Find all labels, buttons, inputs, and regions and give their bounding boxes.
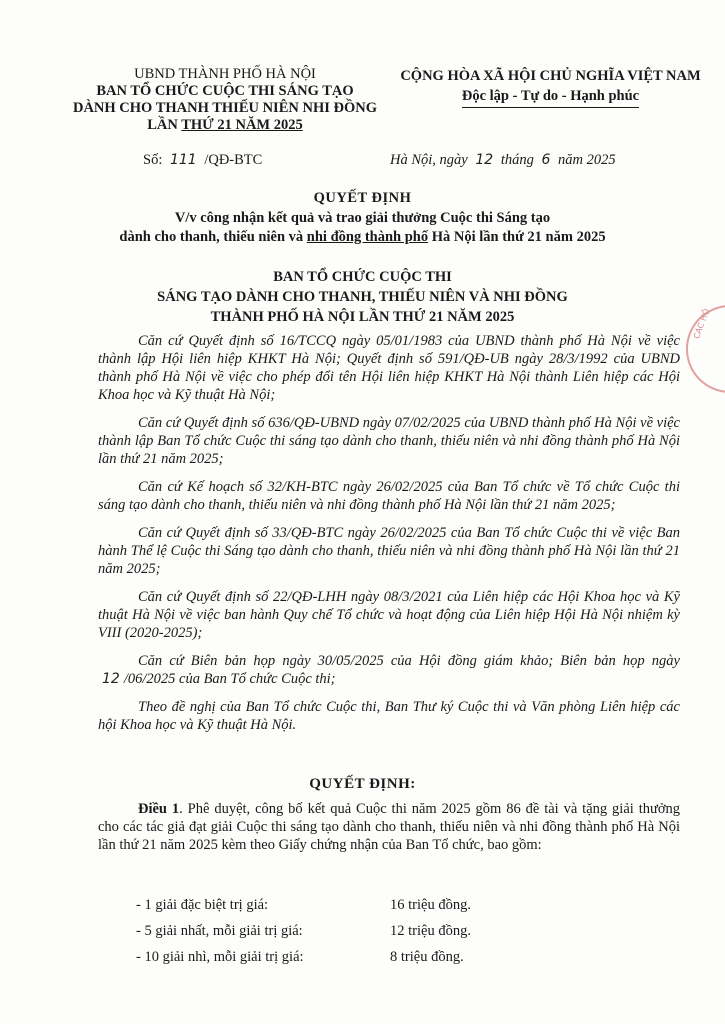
issuer-edition: THỨ 21 NĂM 2025 [181,117,303,133]
subject-part-c: Hà Nội lần thứ 21 năm 2025 [428,229,606,245]
issuer-name-line1: BAN TỔ CHỨC CUỘC THI SÁNG TẠO [96,83,354,99]
number-handwritten: 111 [169,152,197,168]
preamble-paragraph: Căn cứ Quyết định số 16/TCCQ ngày 05/01/1983 của UBND thành phố Hà Nội về việc thành lập Hội liên hiệp KHKT Hà Nội; Quyết định số 591/QĐ-UB ngày 28/3/1992 của UBND thành phố Hà Nội về việc cho phép đổi tên Hội liên hiệp KHKT Hà Nội thành Liên hiệp các Hội Khoa học và Kỹ thuật Hà Nội; [98,333,680,403]
organizer-line2: SÁNG TẠO DÀNH CHO THANH, THIẾU NIÊN VÀ NHI ĐỒNG [157,289,568,305]
document-title: QUYẾT ĐỊNH [313,190,412,206]
prize-value: 16 triệu đồng. [390,897,471,913]
red-seal-stamp [686,305,725,393]
organizer-line1: BAN TỔ CHỨC CUỘC THI [273,269,452,285]
decision-heading: QUYẾT ĐỊNH: [309,776,416,792]
national-motto: Độc lập - Tự do - Hạnh phúc [462,86,639,108]
prize-label: - 5 giải nhất, mỗi giải trị giá: [136,923,303,939]
meeting-text-a: Căn cứ Biên bản họp ngày 30/05/2025 của Hội đồng giám khảo; Biên bản họp ngày [138,653,680,669]
seal-text: CÁC HỘ [692,307,712,341]
issuer-name-line2: DÀNH CHO THANH THIẾU NIÊN NHI ĐỒNG [72,100,377,116]
preamble-paragraph: Căn cứ Quyết định số 33/QĐ-BTC ngày 26/02/2025 của Ban Tổ chức Cuộc thi về việc Ban hành Thể lệ Cuộc thi Sáng tạo dành cho thanh, thiếu niên và nhi đồng thành phố Hà Nội lần thứ 21 năm 2025; [98,525,680,577]
date-month-label: tháng [500,152,534,168]
meeting-text-b: /06/2025 của Ban Tổ chức Cuộc thi; [123,671,336,687]
number-suffix: /QĐ-BTC [204,152,263,168]
prize-value: 8 triệu đồng. [390,949,464,965]
prize-label: - 1 giải đặc biệt trị giá: [136,897,269,913]
national-title: CỘNG HÒA XÃ HỘI CHỦ NGHĨA VIỆT NAM [400,68,701,84]
article-1 [98,800,680,854]
subject-part-a: dành cho thanh, thiếu niên và [119,229,307,245]
article-1-paragraph [98,800,680,854]
article-1-label: Điều 1 [138,801,180,817]
prize-value: 12 triệu đồng. [390,923,471,939]
organizer-line3: THÀNH PHỐ HÀ NỘI LẦN THỨ 21 NĂM 2025 [210,309,515,325]
prize-label: - 10 giải nhì, mỗi giải trị giá: [136,949,304,965]
preamble-paragraph: Căn cứ Quyết định số 636/QĐ-UBND ngày 07/02/2025 của UBND thành phố Hà Nội về việc thành lập Ban Tổ chức Cuộc thi sáng tạo dành cho thanh, thiếu niên và nhi đồng thành phố Hà Nội lần thứ 21 năm 2025; [98,415,680,467]
meeting-day-handwritten: 12 [102,671,120,687]
date-year: năm 2025 [558,152,616,168]
date-day-handwritten: 12 [475,152,494,168]
subject-part-b: nhi đồng thành phố [306,229,429,245]
document-number [143,152,262,169]
date-prefix: Hà Nội, ngày [390,152,468,168]
article-1-text: . Phê duyệt, công bố kết quả Cuộc thi năm 2025 gồm 86 đề tài và tặng giải thưởng cho các tác giả đạt giải Cuộc thi sáng tạo dành cho thanh, thiếu niên và nhi đồng thành phố Hà Nội lần thứ 21 năm 2025 kèm theo Giấy chứng nhận của Ban Tổ chức, bao gồm: [98,801,680,853]
number-label: Số: [143,152,163,168]
national-header [388,66,713,108]
preamble-paragraph [98,652,680,688]
issuer-authority: UBND THÀNH PHỐ HÀ NỘI [134,66,316,82]
document-date [390,152,616,169]
preamble-paragraph: Theo đề nghị của Ban Tổ chức Cuộc thi, Ban Thư ký Cuộc thi và Văn phòng Liên hiệp các hội Khoa học và Kỹ thuật Hà Nội. [98,699,680,733]
document-subject-line2 [40,229,685,246]
preamble-paragraph: Căn cứ Quyết định số 22/QĐ-LHH ngày 08/3/2021 của Liên hiệp các Hội Khoa học và Kỹ thuật Hà Nội về việc ban hành Quy chế Tổ chức và hoạt động của Liên hiệp Hội Hà Nội nhiệm kỳ VIII (2020-2025); [98,589,680,641]
preamble-paragraph: Căn cứ Kế hoạch số 32/KH-BTC ngày 26/02/2025 của Ban Tổ chức về Tổ chức Cuộc thi sáng tạo dành cho thanh, thiếu niên và nhi đồng thành phố Hà Nội lần thứ 21 năm 2025; [98,479,680,513]
date-month-handwritten: 6 [541,152,551,168]
document-subject-line1: V/v công nhận kết quả và trao giải thưởng Cuộc thi Sáng tạo [174,210,551,226]
preamble [98,332,680,744]
issuer-edition-prefix: LẦN [147,117,182,133]
issuer-name-line3 [70,117,380,134]
issuer-block [70,66,380,134]
